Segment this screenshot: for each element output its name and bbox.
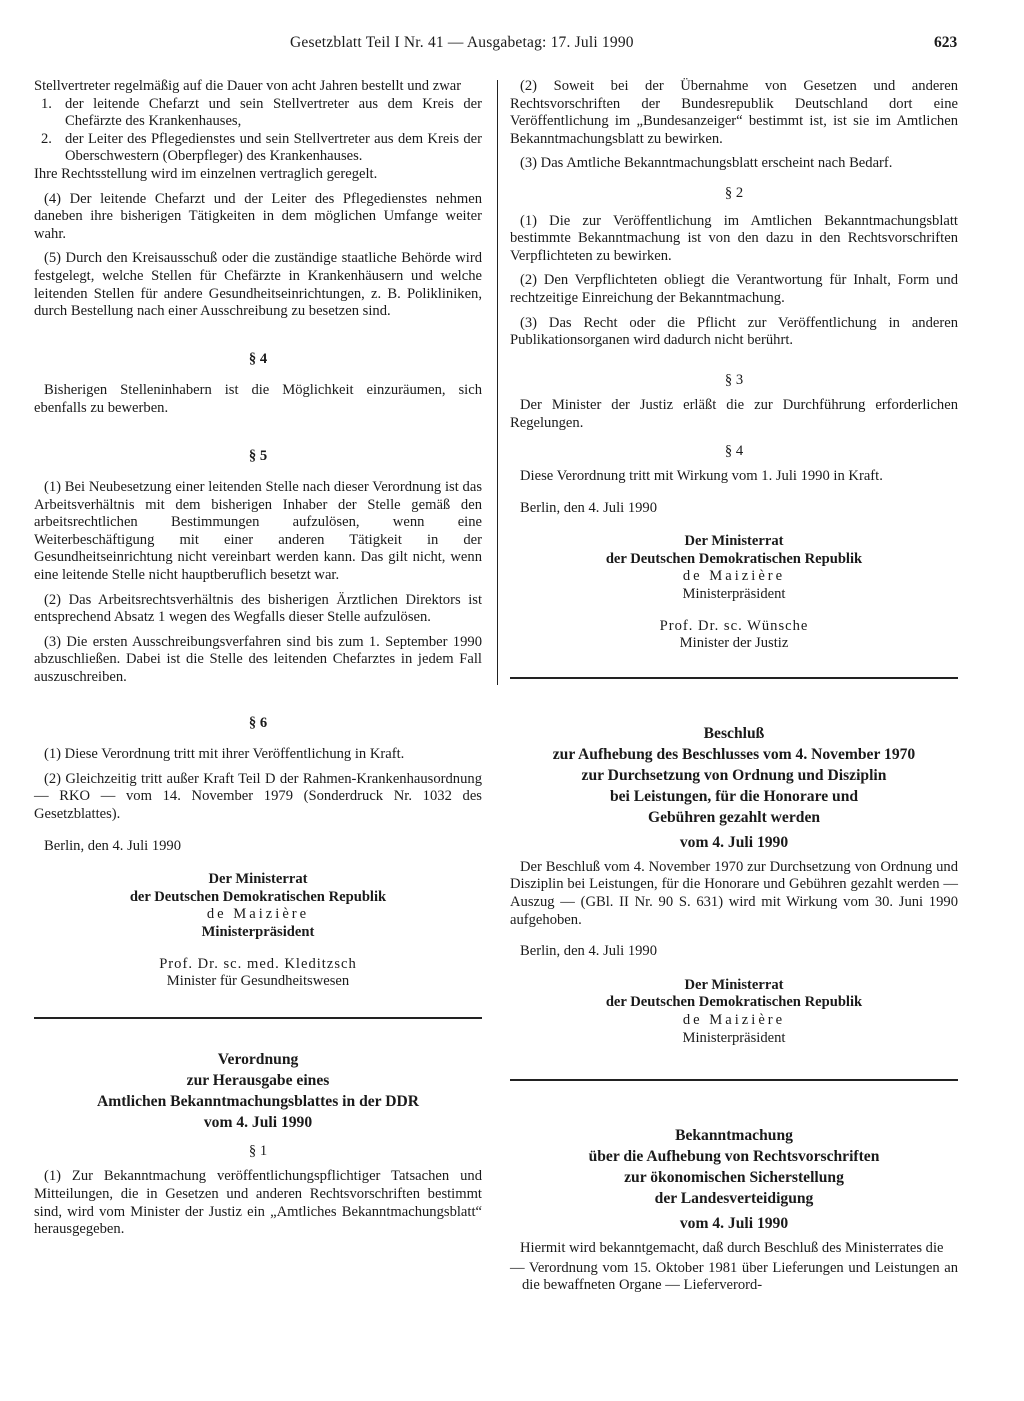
place-date: Berlin, den 4. Juli 1990 bbox=[44, 837, 182, 854]
title-line: Verordnung bbox=[217, 1050, 299, 1068]
signature-name: de Maizière bbox=[206, 906, 310, 923]
paragraph: (2) Gleichzeitig tritt außer Kraft Teil D der Rahmen-Krankenhausordnung — RKO — vom 14. November 1979 (Sonderdruck Nr. 1032 des Gesetzblattes). bbox=[34, 770, 482, 822]
title-line: Beschluß bbox=[703, 724, 765, 742]
title-line: vom 4. Juli 1990 bbox=[679, 1215, 789, 1233]
title-line: bei Leistungen, für die Honorare und bbox=[609, 787, 859, 805]
intro-text: Stellvertreter regelmäßig auf die Dauer von acht Jahren bestellt und zwar bbox=[34, 78, 462, 94]
resolution-title bbox=[510, 723, 958, 853]
left-column bbox=[34, 78, 482, 1246]
signature-council: Der Ministerrat bbox=[208, 871, 308, 888]
list-text: der leitende Chefarzt und sein Stellvertreter aus dem Kreis der Chefärzte des Krankenhauses, bbox=[65, 95, 482, 130]
place-date: Berlin, den 4. Juli 1990 bbox=[520, 499, 658, 516]
section-divider bbox=[510, 677, 958, 679]
title-line: Amtlichen Bekanntmachungsblattes in der DDR bbox=[96, 1092, 419, 1110]
paragraph: (1) Diese Verordnung tritt mit ihrer Veröffentlichung in Kraft. bbox=[44, 746, 405, 763]
paragraph: (3) Das Amtliche Bekanntmachungsblatt erscheint nach Bedarf. bbox=[520, 155, 893, 172]
paragraph: Der Beschluß vom 4. November 1970 zur Durchsetzung von Ordnung und Disziplin bei Leistungen, für die Honorare und Gebühren gezahlt werden — Auszug — (GBl. II Nr. 90 S. 631) wird mit Wirkung vom 30. Juni 1990 aufgehoben. bbox=[510, 858, 958, 928]
section-divider bbox=[510, 1079, 958, 1081]
paragraph: Hiermit wird bekanntgemacht, daß durch Beschluß des Ministerrates die bbox=[520, 1240, 944, 1257]
section-divider bbox=[34, 1017, 482, 1019]
paragraph: (2) Soweit bei der Übernahme von Gesetzen und anderen Rechtsvorschriften der Bundesrepublik Deutschland dort eine Veröffentlichung im „Bundesanzeiger“ bestimmt ist, ist sie im Amtlichen Bekanntmachungsblatt zu bewirken. bbox=[510, 78, 958, 147]
section-heading: § 3 bbox=[724, 371, 744, 388]
title-line: zur ökonomischen Sicherstellung bbox=[624, 1169, 844, 1187]
signature-republic: der Deutschen Demokratischen Republik bbox=[129, 888, 387, 905]
signature-role: Ministerpräsident bbox=[682, 1029, 786, 1046]
paragraph: (5) Durch den Kreisausschuß oder die zuständige staatliche Behörde wird festgelegt, welche Stellen für Chefärzte in Krankenhäusern und welche leitenden Stellen für andere Gesundheitseinrichtungen, z. B. Polikliniken, durch Bestellung nach einer Ausschreibung zu besetzen sind. bbox=[34, 250, 482, 320]
list-text: der Leiter des Pflegedienstes und sein Stellvertreter aus dem Kreis der Oberschwestern (Oberpfleger) des Krankenhauses. bbox=[65, 130, 482, 165]
title-line: Gebühren gezahlt werden bbox=[647, 808, 821, 826]
section-heading: § 2 bbox=[724, 184, 744, 201]
place-date: Berlin, den 4. Juli 1990 bbox=[520, 943, 658, 960]
paragraph: Der Minister der Justiz erläßt die zur Durchführung erforderlichen Regelungen. bbox=[510, 397, 958, 431]
title-line: zur Aufhebung des Beschlusses vom 4. November 1970 bbox=[552, 745, 916, 763]
paragraph: (2) Den Verpflichteten obliegt die Verantwortung für Inhalt, Form und rechtzeitige Einreichung der Bekanntmachung. bbox=[510, 272, 958, 306]
signature-name: de Maizière bbox=[682, 568, 786, 585]
paragraph: (3) Die ersten Ausschreibungsverfahren sind bis zum 1. September 1990 abzuschließen. Dabei ist die Stelle des leitenden Chefarztes in jedem Fall auszuschreiben. bbox=[34, 633, 482, 686]
paragraph: (1) Zur Bekanntmachung veröffentlichungspflichtiger Tatsachen und Mitteilungen, die in Gesetzen und anderen Rechtsvorschriften bestimmt sind, wird vom Minister der Justiz ein „Amtliches Bekanntmachungsblatt“ herausgegeben. bbox=[34, 1168, 482, 1238]
paragraph: Diese Verordnung tritt mit Wirkung vom 1. Juli 1990 in Kraft. bbox=[520, 468, 883, 485]
paragraph: (1) Bei Neubesetzung einer leitenden Stelle nach dieser Verordnung ist das Arbeitsverhältnis mit dem bisherigen Inhaber der Stelle gemäß den arbeitsrechtlichen Bestimmungen aufzulösen, wenn eine Weiterbeschäftigung mit einer anderen Tätigkeit in der Gesundheitseinrichtung nicht vereinbart werden kann. Das gilt nicht, wenn eine leitende Stelle nicht hauptberuflich besetzt war. bbox=[34, 479, 482, 584]
signature-role: Ministerpräsident bbox=[201, 923, 315, 940]
title-line: vom 4. Juli 1990 bbox=[203, 1113, 313, 1131]
paragraph: Bisherigen Stelleninhabern ist die Möglichkeit einzuräumen, sich ebenfalls zu bewerben. bbox=[34, 382, 482, 416]
signature-council: Der Ministerrat bbox=[684, 976, 784, 993]
list-item: — Verordnung vom 15. Oktober 1981 über Lieferungen und Leistungen an die bewaffneten Organe — Lieferverord- bbox=[510, 1259, 958, 1294]
paragraph: (1) Die zur Veröffentlichung im Amtlichen Bekanntmachungsblatt bestimmte Bekanntmachung ist von den dazu in den Rechtsvorschriften Verpflichteten zu bewirken. bbox=[510, 212, 958, 264]
section-heading: § 5 bbox=[248, 447, 268, 464]
right-column bbox=[510, 78, 958, 1302]
signature-role: Minister der Justiz bbox=[679, 635, 789, 652]
section-heading: § 1 bbox=[248, 1142, 268, 1159]
announcement-title bbox=[510, 1125, 958, 1234]
signature-block bbox=[510, 977, 958, 1047]
section-heading: § 4 bbox=[248, 350, 268, 367]
title-line: zur Durchsetzung von Ordnung und Disziplin bbox=[581, 766, 887, 784]
signature-role: Ministerpräsident bbox=[682, 586, 786, 603]
column-divider bbox=[497, 80, 498, 685]
signature-role: Minister für Gesundheitswesen bbox=[166, 973, 350, 990]
list-item bbox=[34, 96, 482, 131]
list-number: 1. bbox=[41, 95, 52, 112]
signature-block bbox=[510, 533, 958, 653]
signature-name: de Maizière bbox=[682, 1012, 786, 1028]
page-number: 623 bbox=[934, 34, 958, 51]
section-heading: § 4 bbox=[724, 442, 744, 459]
list-item bbox=[34, 131, 482, 166]
section-heading: § 6 bbox=[248, 714, 268, 731]
running-header: Gesetzblatt Teil I Nr. 41 — Ausgabetag: 17. Juli 1990 bbox=[290, 34, 634, 51]
signature-name: Prof. Dr. sc. Wünsche bbox=[659, 617, 809, 634]
paragraph: (3) Das Recht oder die Pflicht zur Veröffentlichung in anderen Publikationsorganen wird dadurch nicht berührt. bbox=[510, 314, 958, 349]
signature-council: Der Ministerrat bbox=[684, 533, 784, 550]
signature-block bbox=[34, 871, 482, 991]
paragraph: (2) Das Arbeitsrechtsverhältnis des bisherigen Ärztlichen Direktors ist entsprechend Absatz 1 wegen des Wegfalls dieser Stelle aufzulösen. bbox=[34, 591, 482, 626]
paragraph: (4) Der leitende Chefarzt und der Leiter des Pflegedienstes nehmen daneben ihre bisherigen Tätigkeiten in dem möglichen Umfange weiter wahr. bbox=[34, 190, 482, 242]
title-line: zur Herausgabe eines bbox=[186, 1071, 330, 1089]
title-line: vom 4. Juli 1990 bbox=[679, 833, 789, 851]
signature-republic: der Deutschen Demokratischen Republik bbox=[605, 994, 863, 1011]
ordinance-title bbox=[34, 1049, 482, 1133]
title-line: über die Aufhebung von Rechtsvorschriften bbox=[588, 1148, 880, 1166]
title-line: der Landesverteidigung bbox=[654, 1190, 814, 1208]
signature-name: Prof. Dr. sc. med. Kleditzsch bbox=[159, 955, 357, 972]
signature-republic: der Deutschen Demokratischen Republik bbox=[605, 550, 863, 567]
paragraph: Ihre Rechtsstellung wird im einzelnen vertraglich geregelt. bbox=[34, 165, 378, 182]
title-line: Bekanntmachung bbox=[675, 1127, 793, 1145]
list-number: 2. bbox=[41, 130, 52, 147]
